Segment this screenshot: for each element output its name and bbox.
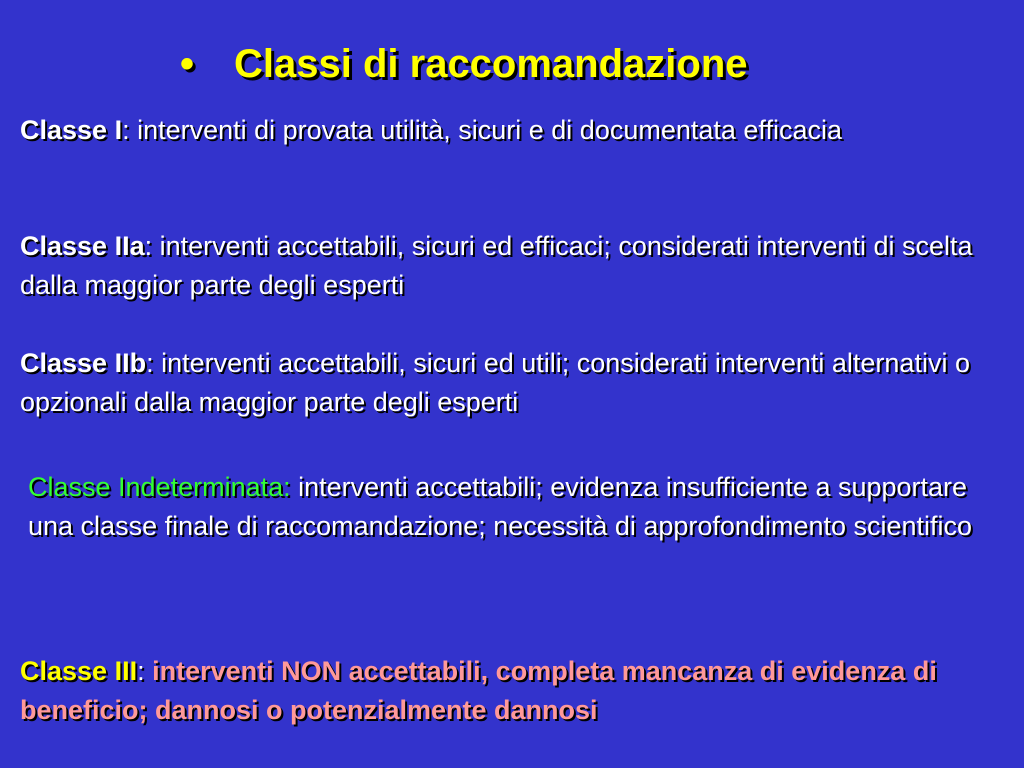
classe-indeterminata-text: interventi accettabili; evidenza insufficiente a supportare una classe finale di raccomandazione; necessità di approfondimento scientifico [28,472,973,541]
classe-iii-text: interventi NON accettabili, completa mancanza di evidenza di beneficio; dannosi o potenzialmente dannosi [20,656,937,725]
classe-iib-label: Classe IIb [20,348,147,378]
classe-iib-text: interventi accettabili, sicuri ed utili; considerati interventi alternativi o opzionali dalla maggior parte degli esperti [20,348,970,417]
classe-iib-block [20,344,1020,422]
classe-indeterminata-block [28,468,1008,546]
classe-iia-label: Classe IIa [20,231,145,261]
title-bullet: • [180,42,195,86]
classe-i-colon: : [122,115,130,145]
classe-i-label: Classe I [20,115,123,145]
classe-i-block [20,111,1010,150]
classe-i-text: interventi di provata utilità, sicuri e di documentata efficacia [129,115,842,145]
classe-iii-label: Classe III [20,656,138,686]
classe-iib-colon: : [146,348,154,378]
classe-iia-colon: : [144,231,153,261]
classe-iia-text: interventi accettabili, sicuri ed efficaci; considerati interventi di scelta dalla maggior parte degli esperti [20,231,973,300]
classe-iii-colon: : [137,656,145,686]
title-text: Classi di raccomandazione [234,42,748,86]
slide-title [180,42,748,87]
classe-indeterminata-label: Classe Indeterminata: [28,472,291,502]
classe-iia-block [20,227,1010,305]
classe-iii-block [20,652,1020,730]
